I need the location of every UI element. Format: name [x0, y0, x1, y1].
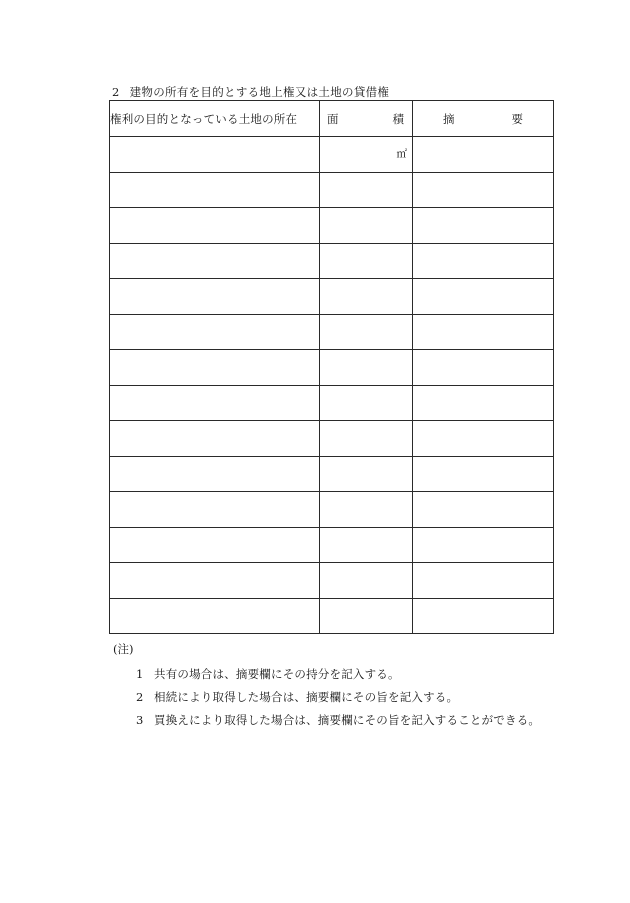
remarks-cell[interactable] [413, 172, 554, 208]
note-item [136, 712, 540, 728]
area-cell[interactable] [320, 279, 413, 315]
remarks-cell[interactable] [413, 137, 554, 173]
table-row [110, 350, 554, 386]
area-cell[interactable] [320, 527, 413, 563]
header-location: 権利の目的となっている土地の所在 [110, 101, 320, 137]
remarks-cell[interactable] [413, 527, 554, 563]
location-cell[interactable] [110, 208, 320, 244]
area-cell[interactable] [320, 137, 413, 173]
location-cell[interactable] [110, 350, 320, 386]
note-item [136, 689, 458, 705]
area-cell[interactable] [320, 492, 413, 528]
table-row [110, 527, 554, 563]
location-cell[interactable] [110, 385, 320, 421]
location-cell[interactable] [110, 279, 320, 315]
note-text: 相続により取得した場合は、摘要欄にその旨を記入する。 [154, 690, 459, 704]
remarks-cell[interactable] [413, 243, 554, 279]
area-cell[interactable] [320, 314, 413, 350]
table-row [110, 385, 554, 421]
header-area-char2: 積 [392, 111, 404, 126]
note-number: 2 [136, 690, 144, 704]
location-cell[interactable] [110, 137, 320, 173]
location-cell[interactable] [110, 598, 320, 634]
area-cell[interactable] [320, 208, 413, 244]
header-remarks-char1: 摘 [443, 111, 455, 126]
table-row [110, 421, 554, 457]
area-cell[interactable] [320, 172, 413, 208]
table-row [110, 208, 554, 244]
section-title: 建物の所有を目的とする地上権又は土地の貸借権 [129, 85, 390, 99]
table-row [110, 243, 554, 279]
note-number: 1 [136, 667, 144, 681]
location-cell[interactable] [110, 314, 320, 350]
location-cell[interactable] [110, 492, 320, 528]
note-item [136, 666, 400, 682]
area-cell[interactable] [320, 421, 413, 457]
table-row [110, 314, 554, 350]
area-cell[interactable] [320, 350, 413, 386]
location-cell[interactable] [110, 527, 320, 563]
location-cell[interactable] [110, 243, 320, 279]
area-cell[interactable] [320, 243, 413, 279]
header-area [320, 101, 413, 137]
note-text: 買換えにより取得した場合は、摘要欄にその旨を記入することができる。 [154, 713, 541, 727]
remarks-cell[interactable] [413, 421, 554, 457]
header-remarks [413, 101, 554, 137]
table-header-row [110, 101, 554, 137]
note-text: 共有の場合は、摘要欄にその持分を記入する。 [154, 667, 400, 681]
remarks-cell[interactable] [413, 492, 554, 528]
table-row [110, 172, 554, 208]
header-remarks-char2: 要 [511, 111, 523, 126]
notes-title: (注) [113, 642, 134, 656]
remarks-cell[interactable] [413, 350, 554, 386]
table-row [110, 456, 554, 492]
note-number: 3 [136, 713, 144, 727]
location-cell[interactable] [110, 456, 320, 492]
area-cell[interactable] [320, 598, 413, 634]
location-cell[interactable] [110, 172, 320, 208]
remarks-cell[interactable] [413, 456, 554, 492]
section-number: 2 [112, 85, 120, 99]
remarks-cell[interactable] [413, 314, 554, 350]
remarks-cell[interactable] [413, 279, 554, 315]
header-area-char1: 面 [327, 111, 339, 126]
area-unit-label: ㎡ [396, 148, 407, 160]
location-cell[interactable] [110, 563, 320, 599]
location-cell[interactable] [110, 421, 320, 457]
table-row [110, 598, 554, 634]
table-row [110, 137, 554, 173]
table-row [110, 279, 554, 315]
area-cell[interactable] [320, 563, 413, 599]
area-cell[interactable] [320, 456, 413, 492]
remarks-cell[interactable] [413, 208, 554, 244]
remarks-cell[interactable] [413, 598, 554, 634]
remarks-cell[interactable] [413, 385, 554, 421]
remarks-cell[interactable] [413, 563, 554, 599]
area-cell[interactable] [320, 385, 413, 421]
section-heading [112, 84, 389, 100]
table-row [110, 492, 554, 528]
land-rights-table [109, 100, 554, 634]
table-row [110, 563, 554, 599]
